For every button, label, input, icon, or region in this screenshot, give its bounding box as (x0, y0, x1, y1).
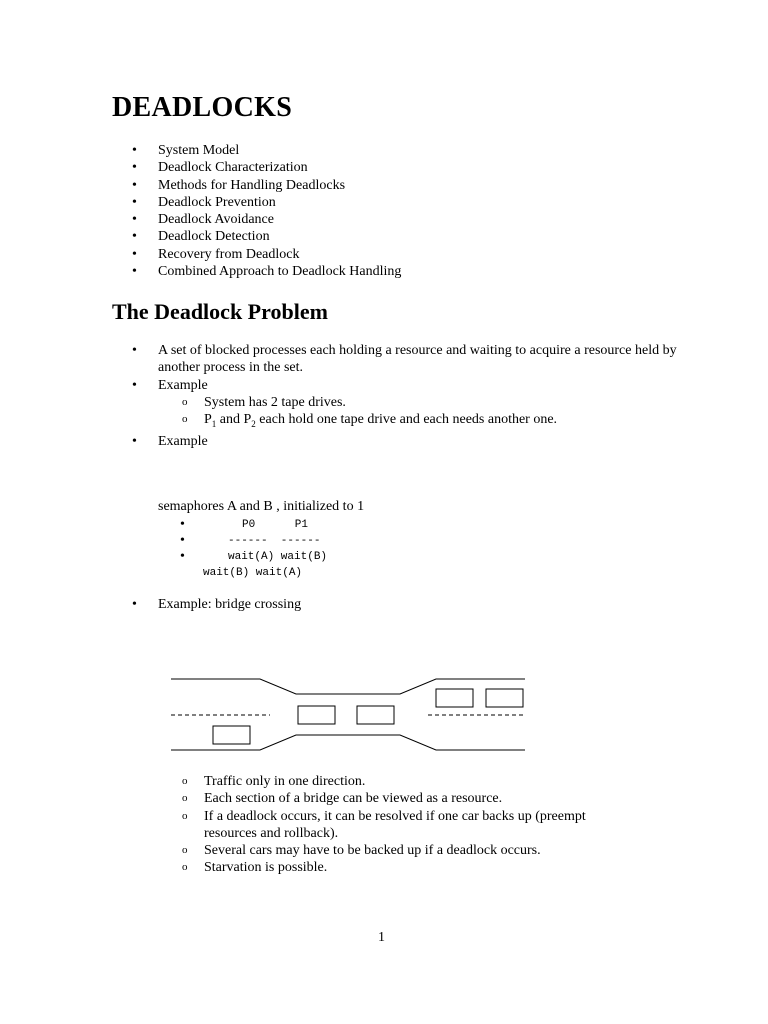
car-waiting-right-2 (486, 689, 523, 707)
circle-bullet-icon: o (182, 413, 188, 426)
car-on-bridge-1 (298, 706, 335, 724)
document-page: DEADLOCKS • System Model • Deadlock Characterization • Methods for Handling Deadlocks • Deadlock Prevention • Deadlock Avoidance • Deadlock Detection • Recovery from Deadlock • Combined Approach to Deadlock Handling The Deadlock Problem • A set of blocked processes each holding a resource and waiting to acquire a resource held by another process in the set. • Example o System has 2 tape drives. o $P_1$ and $P_2$ each hold one tape drive and each needs another one. • Example semaphores A and B , initialized to 1 • P0 P1 • ------ ------ • wait(A) wait(B) wait(B) wait(A) • Example: bridge crossing o Traffic only in one direction. o Each section of a bridge can be viewed as a resource. o If a deadlock occurs, it can be resolved if one car backs up (preempt resources and rollback). o Several cars may have to be backed up if a deadlock occurs. o Starvation is possible. 1 (0, 0, 768, 1024)
list-item: • Methods for Handling Deadlocks (132, 177, 346, 193)
circle-bullet-icon: o (182, 861, 188, 874)
list-item: • Combined Approach to Deadlock Handling (132, 264, 402, 280)
sub-item: o Several cars may have to be backed up if a deadlock occurs. (182, 843, 541, 859)
list-item: • Deadlock Avoidance (132, 212, 274, 228)
bullet-icon: • (132, 177, 137, 193)
car-waiting-right-1 (436, 689, 473, 707)
list-item: • Deadlock Detection (132, 229, 270, 245)
bullet-icon: • (132, 160, 137, 176)
list-item: • System Model (132, 143, 240, 158)
definition-item: • A set of blocked processes each holding a resource and waiting to acquire a resource held by another process in the set. (132, 343, 677, 376)
example-item: • Example o System has 2 tape drives. o $P_1$ and $P_2$ each hold one tape drive and each needs another one. (112, 377, 678, 434)
sub-item: o Each section of a bridge can be viewed as a resource. (182, 791, 503, 807)
bridge-bottom-edge (171, 735, 525, 750)
circle-bullet-icon: o (182, 809, 188, 822)
bullet-icon: • (132, 229, 137, 245)
list-item: • Recovery from Deadlock (132, 246, 300, 262)
list-item: • Deadlock Prevention (132, 194, 276, 210)
bridge-top-edge (171, 679, 525, 694)
bridge-example-list (112, 596, 678, 613)
bullet-icon: • (132, 434, 137, 450)
bullet-icon: • (132, 246, 137, 262)
circle-bullet-icon: o (182, 792, 188, 805)
list-item: • Deadlock Characterization (132, 160, 308, 176)
bullet-icon: • (180, 533, 185, 548)
bullet-icon: • (132, 597, 137, 612)
bullet-icon: • (132, 212, 137, 228)
semaphores-text: semaphores A and B , initialized to 1 (158, 499, 365, 514)
example-sublist (158, 394, 678, 433)
sub-item: o If a deadlock occurs, it can be resolved if one car backs up (preempt resources and rollback). (182, 808, 586, 841)
circle-bullet-icon: o (182, 395, 188, 408)
bridge-diagram (168, 670, 532, 758)
bridge-notes-list (158, 773, 684, 877)
sub-item: o System has 2 tape drives. (182, 394, 346, 410)
page-title: DEADLOCKS (112, 92, 293, 123)
sub-item: o Traffic only in one direction. (182, 774, 366, 789)
example-item: • Example (132, 434, 208, 450)
page-number: 1 (378, 930, 385, 945)
deadlock-problem-list (112, 342, 678, 451)
list-item: • Example: bridge crossing (132, 597, 302, 612)
circle-bullet-icon: o (182, 775, 188, 787)
bullet-icon: • (180, 549, 185, 564)
car-waiting-left (213, 726, 250, 744)
bullet-icon: • (132, 143, 137, 158)
bullet-icon: • (180, 517, 185, 532)
car-on-bridge-2 (357, 706, 394, 724)
bullet-icon: • (132, 194, 137, 210)
topics-list (112, 142, 678, 280)
section-heading: The Deadlock Problem (112, 299, 328, 324)
bullet-icon: • (132, 343, 137, 358)
sub-item: o Starvation is possible. (182, 860, 328, 876)
sub-item: o $P_1$ and $P_2$ each hold one tape drive and each needs another one. (182, 412, 558, 429)
bullet-icon: • (132, 377, 137, 393)
bullet-icon: • (132, 264, 137, 280)
circle-bullet-icon: o (182, 844, 188, 857)
